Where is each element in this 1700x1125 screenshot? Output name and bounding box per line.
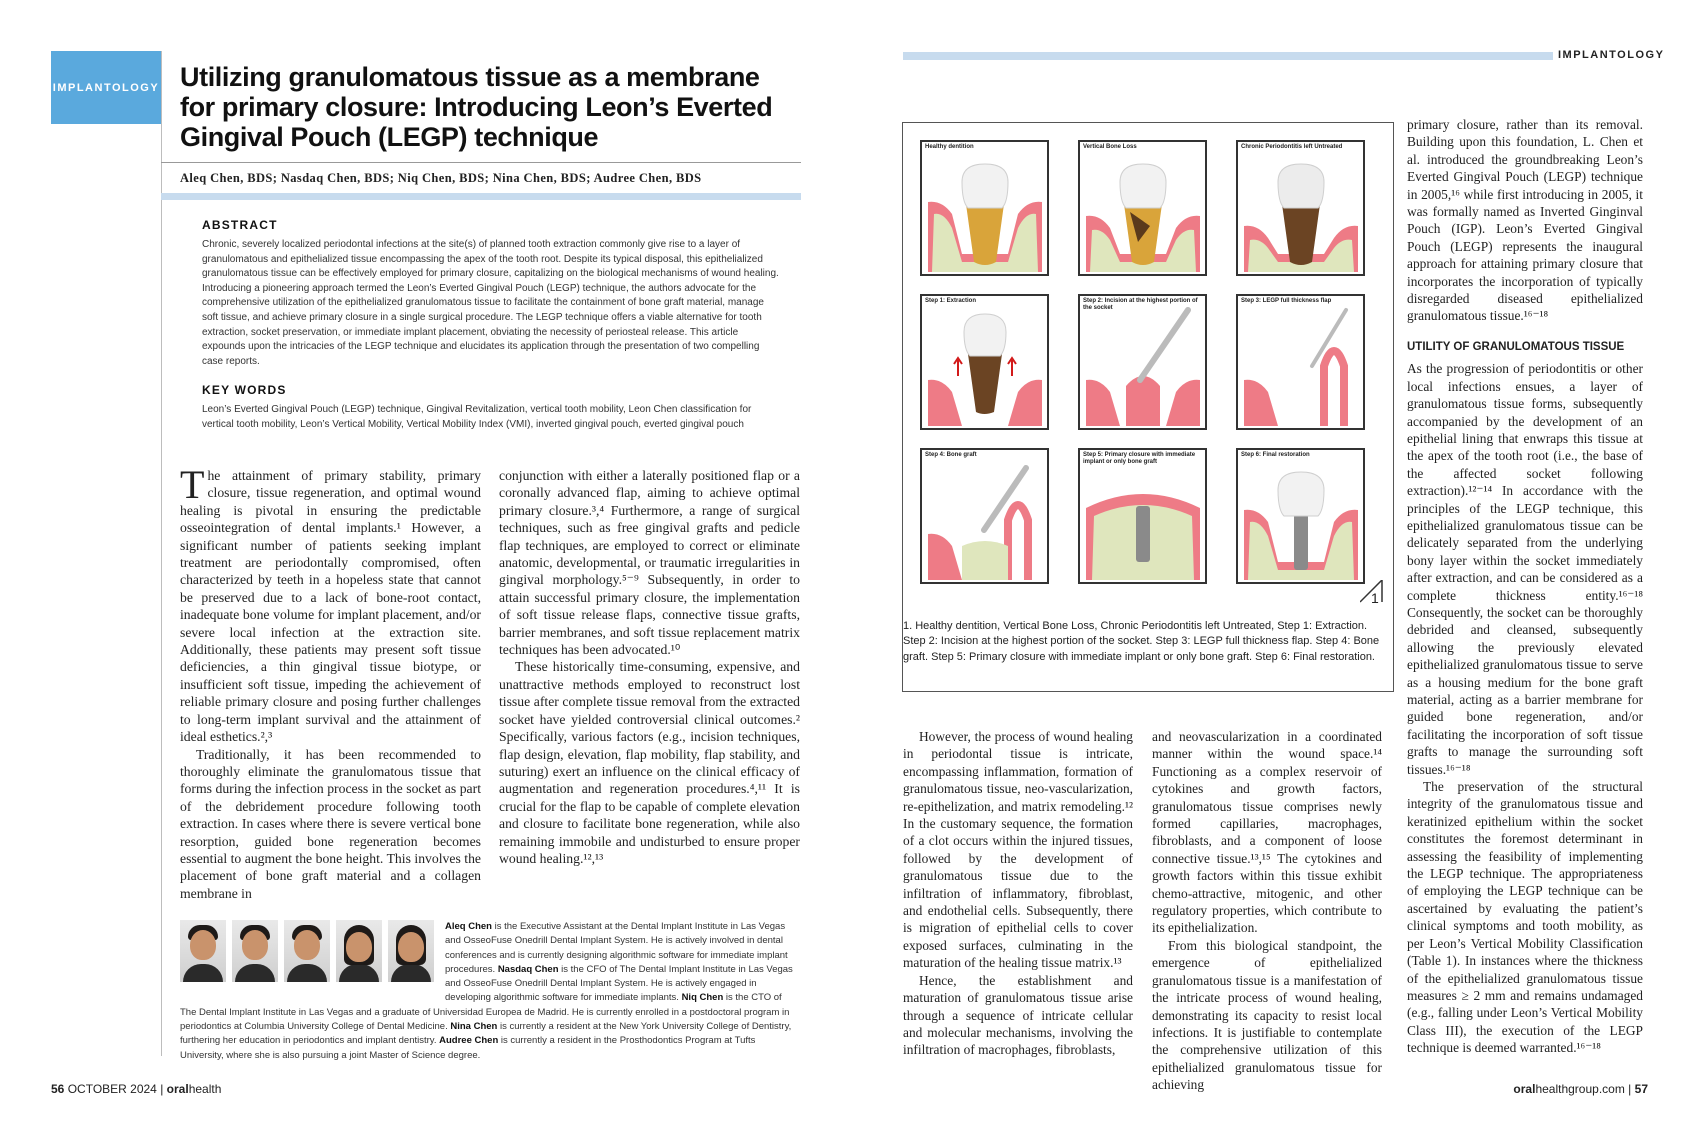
page-margin-rule (161, 51, 162, 1056)
bio-text: is currently a resident at the New York University College of Dentistry, furthering her education in periodontics and implant dentistry. (180, 1021, 792, 1047)
article-title: Utilizing granulomatous tissue as a membrane for primary closure: Introducing Leon’s Everted Gingival Pouch (LEGP) technique (180, 62, 773, 152)
bio-name: Niq Chen (681, 992, 724, 1004)
col1-paragraph-1: he attainment of primary stability, primary closure, tissue regeneration, and optimal wound healing is pivotal in ensuring the predictable osseointegration of dental implants.¹ However, a significant number of patients seeking implant treatment are periodontally compromised, often characterized by teeth in a hopeless state that cannot be preserved due to a lack of bone-root contact, inadequate bone volume for implant placement, and/or severe local infection at the extraction site. Additionally, these patients may present soft tissue deficiencies, a thin gingival tissue biotype, or insufficient soft tissue, impeding the achievement of reliable primary closure and posing further challenges to long-term implant survival and the attainment of ideal esthetics.²,³ (180, 468, 481, 745)
abstract-text: Chronic, severely localized periodontal infections at the site(s) of planned tooth extraction commonly give rise to a layer of granulomatous and epithelialized tissue encompassing the apex of the tooth root. Despite its typical disposal, this epithelialized granulomatous tissue can be effectively employed for primary closure, capitalizing on the biological mechanisms of wound healing. Introducing a pioneering approach termed the Leon’s Everted Gingival Pouch (LEGP) technique, the authors advocate for the comprehensive utilization of the epithelialized granulomatous tissue to facilitate the containment of bone graft material, manage soft tissue, and achieve primary closure in a single surgical procedure. The LEGP technique offers a viable alternative for tooth extraction, socket preservation, or immediate implant placement, obviating the necessity of periosteal release. This article expounds upon the intricacies of the LEGP technique and elucidates its application through the presentation of two compelling case reports. (202, 239, 779, 367)
extraction-illustration (922, 296, 1047, 428)
figure-panel (920, 140, 1049, 276)
footer-separator: | (1628, 1082, 1632, 1096)
primary-closure-illustration (1080, 450, 1205, 582)
colC-paragraph-2: As the progression of periodontitis or other local infections ensues, a layer of granulomatous tissue forms, subsequently accompanied by the development of an epithelial lining that enwraps this tissue at the apex of the tooth root (i.e., the base of the affected socket following extraction).¹²⁻¹⁴ In accordance with the principles of the LEGP technique, this epithelialized granulomatous tissue can be delicately separated from the underlying bony layer within the socket immediately after extraction, and can be considered as a complete thickness entity.¹⁶⁻¹⁸ Consequently, the socket can be thoroughly debrided and cleansed, subsequently allowing the previously elevated epithelialized granulomatous tissue to serve as a housing medium for the bone graft material, acting as a barrier membrane for guided bone regeneration, and/or facilitating the incorporation of soft tissue grafts to manage the surrounding soft tissues.¹⁶⁻¹⁸ (1407, 361, 1643, 777)
bio-text: is the CFO of The Dental Implant Institute in Las Vegas and OsseoFuse Onedrill Dental Implant System. He is actively engaged in developing algorithmic software for immediate implants. (445, 963, 793, 1004)
bone-loss-illustration (1080, 142, 1205, 274)
figure-panel (920, 294, 1049, 430)
colC-paragraph-3: The preservation of the structural integrity of the granulomatous tissue and keratinized epithelium within the socket constitutes the foremost determinant in assessing the feasibility of implementing the LEGP technique. The appropriateness of employing the LEGP technique can be ascertained by evaluating the patient’s clinical symptoms and tooth mobility, as per Leon’s Vertical Mobility Classification (Table 1). In instances where the thickness of the epithelialized granulomatous tissue measures ≥ 2 mm and remains undamaged (e.g., falling under Leon’s Vertical Mobility Class III), the execution of the LEGP technique is deemed warranted.¹⁶⁻¹⁸ (1407, 779, 1643, 1056)
full-thickness-flap-illustration (1238, 296, 1363, 428)
colA-paragraph-2: Hence, the establishment and maturation of granulomatous tissue arise through a sequence of intricate cellular and molecular mechanisms, involving the infiltration of macrophages, fibroblasts, (903, 972, 1133, 1058)
panel-label: Step 5: Primary closure with immediate implant or only bone graft (1083, 452, 1196, 465)
section-tag-left: IMPLANTOLOGY (51, 51, 161, 124)
brand-light: health (188, 1082, 222, 1096)
footer-right (1513, 1082, 1648, 1096)
body-column-3 (903, 728, 1133, 1059)
figure-panel (1078, 294, 1207, 430)
bio-name: Nina Chen (450, 1021, 498, 1033)
bio-name: Aleq Chen (445, 921, 492, 932)
figure-number: 1 (1371, 590, 1379, 606)
figure-panel (1078, 448, 1207, 584)
drop-cap: T (180, 462, 205, 507)
bone-graft-illustration (922, 450, 1047, 582)
panel-label: Step 1: Extraction (925, 298, 977, 304)
figure-panel (1236, 448, 1365, 584)
figure-panel (1236, 294, 1365, 430)
abstract-heading: ABSTRACT (202, 218, 278, 232)
page-number-left: 56 (51, 1082, 65, 1096)
author-bios (180, 920, 800, 1063)
keywords-heading: KEY WORDS (202, 383, 287, 397)
section-heading-utility: UTILITY OF GRANULOMATOUS TISSUE (1407, 340, 1625, 353)
figure-panels (904, 124, 1382, 602)
col2-paragraph-2: These historically time-consuming, expensive, and unattractive methods employed to reconstruct lost tissue after complete tissue removal from the extracted socket have yielded controversial clinical outcomes.² Specifically, various factors (e.g., incision techniques, flap design, elevation, flap mobility, flap stability, and suturing) exert an influence on the clinical efficacy of augmentation and regeneration procedures.⁴,¹¹ It is crucial for the flap to be capable of complete elevation and closure to facilitate bone regeneration, while also remaining immobile and undisturbed to ensure proper wound healing.¹²,¹³ (499, 659, 800, 866)
col1-paragraph-2: Traditionally, it has been recommended to thoroughly eliminate the granulomatous tissue that forms during the infection process in the socket as part of the debridement procedure following tooth extraction. In cases where there is severe vertical bone resorption, guided bone regeneration becomes essential to augment the bone height. This involves the placement of bone graft material and a collagen membrane in (180, 746, 481, 901)
keywords-text: Leon’s Everted Gingival Pouch (LEGP) technique, Gingival Revitalization, vertical tooth mobility, Leon Chen classification for vertical tooth mobility, Leon’s Vertical Mobility, Vertical Mobility Index (VMI), inverted gingival pouch, everted gingival pouch (202, 404, 752, 430)
title-divider (161, 162, 801, 163)
panel-label: Step 6: Final restoration (1241, 452, 1310, 458)
periodontitis-illustration (1238, 142, 1363, 274)
panel-label: Chronic Periodontitis left Untreated (1241, 144, 1343, 150)
col2-paragraph-1: conjunction with either a laterally positioned flap or a coronally advanced flap, aiming to achieve optimal primary closure.³,⁴ Furthermore, a range of surgical techniques, such as free gingival grafts and pedicle flap techniques, are employed to correct or eliminate anatomic, developmental, or traumatic irregularities in gingival morphology.⁵⁻⁹ Subsequently, in order to attain successful primary closure, the implementation of soft tissue release flaps, connective tissue grafts, barrier membranes, and soft tissue replacement matrix techniques has been advocated.¹⁰ (499, 468, 800, 658)
page-number-right: 57 (1634, 1082, 1648, 1096)
panel-label: Healthy dentition (925, 144, 974, 150)
colC-paragraph-1: primary closure, rather than its removal. Building upon this foundation, L. Chen et al. introduced the groundbreaking Leon’s Everted Gingival Pouch (LEGP) technique in 2005,¹⁶ while first introducing in 2005, it was formally named as Inverted Ginginval Pouch (IGP). Leon’s Everted Gingival Pouch (LEGP) represents the inaugural approach for attaining primary closure that incorporates the incorporation of typically disregarded diseased epithelialized granulomatous tissue.¹⁶⁻¹⁸ (1407, 117, 1643, 324)
body-column-4 (1152, 728, 1382, 1094)
healthy-tooth-illustration (922, 142, 1047, 274)
colB-paragraph-1: and neovascularization in a coordinated manner within the wound space.¹⁴ Functioning as a complex reservoir of cytokines and growth factors, granulomatous tissue comprises newly formed capillaries, macrophages, fibroblasts, and a component of loose connective tissue.¹³,¹⁵ The cytokines and growth factors within this tissue exhibit chemo-attractive, mitogenic, and other regulatory properties, which contribute to its epithelialization. (1152, 729, 1382, 936)
body-column-2 (499, 467, 800, 867)
header-bar-left (161, 193, 801, 200)
brand-bold: oral (1513, 1082, 1536, 1096)
header-bar-right (903, 52, 1553, 60)
bio-text: is the Executive Assistant at the Dental Implant Institute in Las Vegas and OsseoFuse Onedrill Dental Implant System. He is actively involved in dental conferences and is currently designing algorithmic software for immediate implant procedures. (445, 921, 788, 975)
brand-bold: oral (166, 1082, 189, 1096)
colB-paragraph-2: From this biological standpoint, the emergence of epithelialized granulomatous tissue is a manifestation of the intricate process of wound healing, demonstrating its capacity to resist local infections. It is justifiable to contemplate the comprehensive utilization of this epithelialized granulomatous tissue for achieving (1152, 937, 1382, 1093)
bio-text: is currently a resident in the Prosthodontics Program at Tufts University, where she is also pursuing a joint Master of Science degree. (180, 1035, 756, 1061)
body-column-5 (1407, 116, 1643, 1057)
footer-separator: | (160, 1082, 164, 1096)
section-tag-right: IMPLANTOLOGY (1558, 49, 1665, 61)
panel-label: Step 2: Incision at the highest portion of the socket (1083, 298, 1198, 311)
colA-paragraph-1: However, the process of wound healing in periodontal tissue is intricate, encompassing inflammation, formation of granulomatous tissue, neo-vascularization, re-epithelization, and matrix remodeling.¹² In the customary sequence, the formation of a clot occurs within the injured tissues, followed by the development of granulomatous tissue due to the infiltration of inflammatory, fibroblast, and endothelial cells. Subsequently, there is migration of epithelial cells to cover exposed surfaces, culminating in the maturation of the healing tissue matrix.¹³ (903, 729, 1133, 971)
panel-label: Vertical Bone Loss (1083, 144, 1137, 150)
panel-label: Step 4: Bone graft (925, 452, 977, 458)
final-restoration-illustration (1238, 450, 1363, 582)
figure-panel (1236, 140, 1365, 276)
bio-name: Nasdaq Chen (497, 963, 559, 975)
figure-caption: 1. Healthy dentition, Vertical Bone Loss, Chronic Periodontitis left Untreated, Step 1: Extraction. Step 2: Incision at the highest portion of the socket. Step 3: LEGP full thickness flap. Step 4: Bone graft. Step 5: Primary closure with immediate implant or only bone graft. Step 6: Final restoration. (903, 620, 1380, 663)
bio-text: is the CTO of The Dental Implant Institute in Las Vegas and a graduate of Universidad Europea de Madrid. He is currently enrolled in a postdoctoral program in periodontics at Columbia University College of Dental Medicine. (180, 992, 790, 1033)
bio-name: Audree Chen (439, 1035, 499, 1047)
figure-panel (1078, 140, 1207, 276)
body-column-1 (180, 462, 481, 902)
incision-illustration (1080, 296, 1205, 428)
author-line: Aleq Chen, BDS; Nasdaq Chen, BDS; Niq Chen, BDS; Nina Chen, BDS; Audree Chen, BDS (180, 171, 702, 185)
panel-label: Step 3: LEGP full thickness flap (1241, 298, 1332, 304)
figure-panel (920, 448, 1049, 584)
brand-light: healthgroup.com (1535, 1082, 1625, 1096)
issue-date: OCTOBER 2024 (67, 1082, 157, 1096)
footer-left (51, 1082, 221, 1096)
